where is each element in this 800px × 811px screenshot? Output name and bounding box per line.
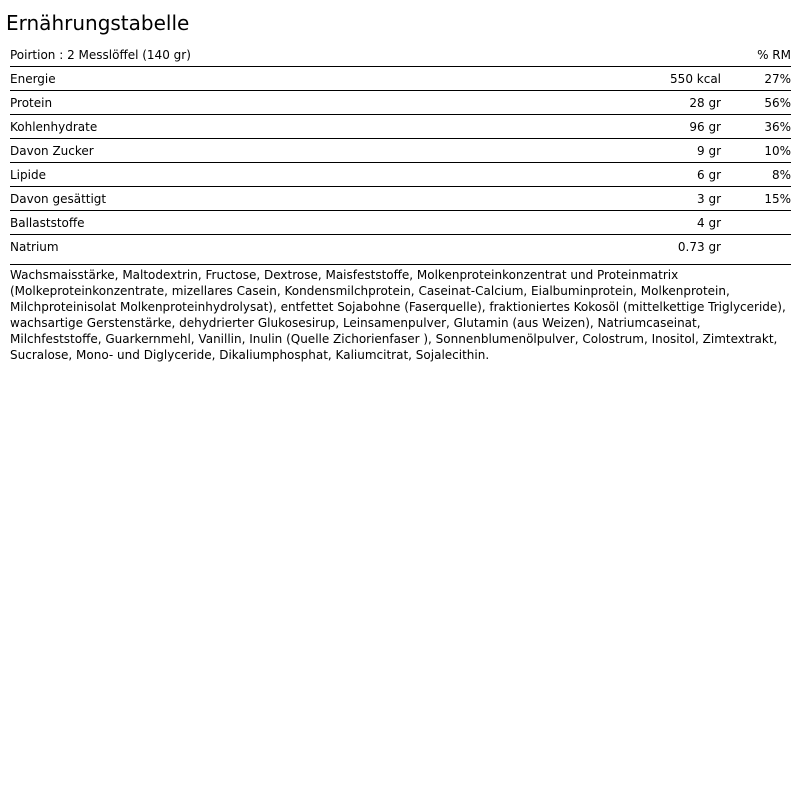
nutrient-name: Lipide: [10, 167, 46, 182]
nutrient-amount: 96 gr: [689, 119, 721, 134]
nutrient-amount: 6 gr: [697, 167, 721, 182]
table-row: [10, 187, 791, 211]
nutrient-amount: 0.73 gr: [677, 239, 721, 254]
table-row: [10, 91, 791, 115]
nutrient-name: Natrium: [10, 239, 59, 254]
ingredients-text: Wachsmaisstärke, Maltodextrin, Fructose, Dextrose, Maisfeststoffe, Molkenproteinkonzentrat und Proteinmatrix (Molkeproteinkonzentrate, mizellares Casein, Kondensmilchprotein, Caseinat-Calcium, Eialbuminprotein, Molkenprotein, Milchproteinisolat Molkenproteinhydrolysat), entfettet Sojabohne (Faserquelle), fraktioniertes Kokosöl (mittelkettige Triglyceride), wachsartige Gerstenstärke, dehydrierter Glukosesirup, Leinsamenpulver, Glutamin (aus Weizen), Natriumcaseinat, Milchfeststoffe, Guarkernmehl, Vanillin, Inulin (Quelle Zichorienfaser ), Sonnenblumenölpulver, Colostrum, Inositol, Zimtextrakt, Sucralose, Mono- und Diglyceride, Dikaliumphosphat, Kaliumcitrat, Sojalecithin.: [10, 264, 791, 363]
nutrient-amount: 3 gr: [697, 191, 721, 206]
nutrient-name: Davon gesättigt: [10, 191, 107, 206]
nutrient-rm: 27%: [764, 71, 791, 86]
nutrient-name: Protein: [10, 95, 53, 110]
table-row: [10, 163, 791, 187]
table-row: [10, 67, 791, 91]
table-row: [10, 211, 791, 235]
table-row: [10, 139, 791, 163]
nutrient-name: Kohlenhydrate: [10, 119, 98, 134]
table-row: [10, 115, 791, 139]
nutrient-rm: 56%: [764, 95, 791, 110]
nutrient-rm: 10%: [764, 143, 791, 158]
nutrient-rm: [721, 211, 791, 235]
page-title: Ernährungstabelle: [6, 11, 190, 35]
table-row: [10, 235, 791, 259]
nutrient-rm: [721, 235, 791, 259]
portion-label: Poirtion : 2 Messlöffel (140 gr): [10, 47, 191, 62]
nutrient-rm: 15%: [764, 191, 791, 206]
nutrient-name: Energie: [10, 71, 56, 86]
nutrient-amount: 9 gr: [697, 143, 721, 158]
nutrient-rm: 8%: [771, 167, 791, 182]
nutrition-table: [10, 43, 791, 258]
nutrient-amount: 550 kcal: [670, 71, 721, 86]
rm-header: % RM: [757, 47, 791, 62]
nutrient-rm: 36%: [764, 119, 791, 134]
nutrition-page: [0, 11, 800, 811]
table-header-row: [10, 43, 791, 67]
nutrient-name: Ballaststoffe: [10, 215, 85, 230]
nutrient-name: Davon Zucker: [10, 143, 94, 158]
nutrient-amount: 4 gr: [697, 215, 721, 230]
nutrient-amount: 28 gr: [689, 95, 721, 110]
